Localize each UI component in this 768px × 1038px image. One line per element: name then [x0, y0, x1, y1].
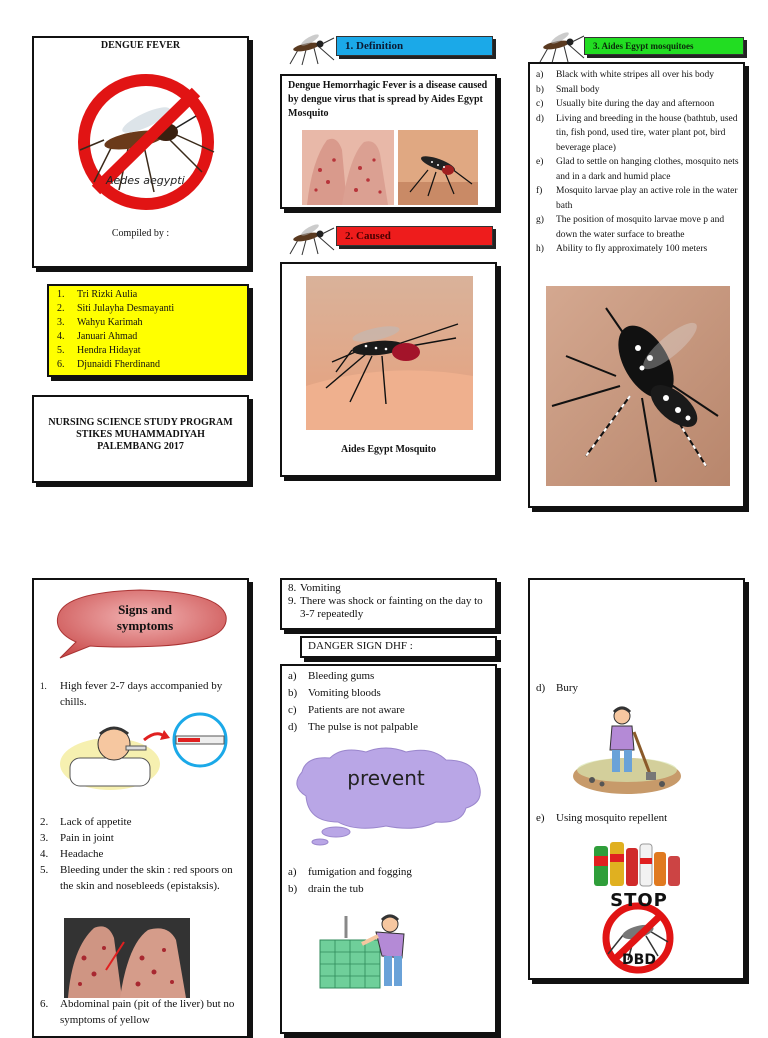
prevent-item: b) drain the tub: [288, 883, 364, 895]
mosquito-icon: [288, 30, 336, 66]
trait-item: g) The position of mosquito larvae move p and down the water surface to breathe: [536, 215, 725, 240]
definition-text: Dengue Hemorrhagic Fever is a disease caused by dengue virus that is spread by Aides Egypt Mosquito: [288, 80, 488, 119]
caused-panel: [280, 262, 497, 477]
institution-line: NURSING SCIENCE STUDY PROGRAM: [48, 417, 233, 428]
mosquito-biting-image: [398, 130, 478, 205]
author-item: 6. Djunaidi Fherdinand: [57, 359, 161, 370]
mosquito-icon: [288, 220, 336, 256]
trait-item: c) Usually bite during the day and afternoon: [536, 99, 715, 109]
symptom-item: 8. Vomiting: [288, 582, 341, 594]
danger-heading: DANGER SIGN DHF :: [308, 640, 413, 652]
institution-panel: [32, 395, 249, 483]
rash-hands-image: [64, 918, 190, 998]
symptom-item: 3. Pain in joint: [40, 832, 114, 844]
author-item: 1. Tri Rizki Aulia: [57, 289, 138, 300]
authors-panel: [47, 284, 249, 377]
signs-title: Signs and: [118, 602, 172, 617]
drain-tub-image: [316, 910, 416, 990]
prevent-cloud: [286, 746, 486, 846]
signs-title: symptoms: [116, 618, 174, 633]
trait-item: a) Black with white stripes all over his body: [536, 70, 715, 80]
mosquito-icon: [538, 28, 586, 64]
author-item: 2. Siti Julayha Desmayanti: [57, 303, 175, 314]
cover-panel: [32, 36, 249, 268]
danger-heading-box: [300, 636, 497, 658]
signs-panel: [32, 578, 249, 1038]
symptoms-cont-panel: [280, 578, 497, 630]
mosquitoes-heading: 3. Aides Egypt mosquitoes: [584, 37, 744, 55]
symptom-item: 6. Abdominal pain (pit of the liver) but no symptoms of yellow: [40, 998, 235, 1026]
prevent-cont-panel: [528, 578, 745, 980]
bury-image: [572, 704, 682, 796]
institution-line: STIKES MUHAMMADIYAH: [76, 429, 205, 440]
prevent-item: d) Bury: [536, 682, 578, 694]
danger-prevent-panel: [280, 664, 497, 1034]
logo-caption: Aedes aegypti: [106, 174, 185, 187]
symptom-item: 1. High fever 2-7 days accompanied by chills.: [40, 680, 223, 708]
caused-heading: 2. Caused: [336, 226, 493, 246]
stop-text: STOP: [610, 890, 668, 911]
danger-item: d) The pulse is not palpable: [288, 721, 418, 733]
author-item: 5. Hendra Hidayat: [57, 345, 141, 356]
mosquitoes-panel: [528, 62, 745, 508]
caused-caption: Aides Egypt Mosquito: [340, 444, 436, 455]
institution-line: PALEMBANG 2017: [97, 441, 184, 452]
repellent-products-image: [592, 838, 682, 888]
author-item: 3. Wahyu Karimah: [57, 317, 143, 328]
compiled-by-label: Compiled by :: [111, 228, 170, 239]
trait-item: f) Mosquito larvae play an active role in the water bath: [536, 186, 738, 211]
prevent-item: e) Using mosquito repellent: [536, 812, 668, 824]
prevent-title: prevent: [347, 766, 425, 790]
danger-item: a) Bleeding gums: [288, 670, 375, 682]
prevent-item: a) fumigation and fogging: [288, 866, 412, 878]
symptom-item: 5. Bleeding under the skin : red spoors on the skin and nosebleeds (epistaksis).: [40, 864, 233, 892]
stop-dbd-sign: [594, 890, 684, 974]
trait-item: b) Small body: [536, 84, 600, 95]
trait-item: h) Ability to fly approximately 100 meters: [536, 244, 708, 254]
symptom-item: 9. There was shock or fainting on the day to 3-7 repeatedly: [288, 595, 483, 620]
aedes-closeup-image: [546, 286, 730, 486]
symptom-item: 2. Lack of appetite: [40, 816, 132, 828]
symptom-item: 4. Headache: [40, 848, 104, 860]
author-item: 4. Januari Ahmad: [57, 331, 138, 342]
trait-item: d) Living and breeding in the house (bathtub, used tin, fish pond, used tire, water plant pot, bird beverage place): [536, 113, 738, 153]
aedes-mosquito-image: [306, 276, 473, 430]
danger-item: b) Vomiting bloods: [288, 687, 381, 699]
dbd-text: DBD: [622, 952, 656, 968]
trait-item: e) Glad to settle on hanging clothes, mosquito nets and in a dark and humid place: [536, 157, 739, 182]
definition-heading: 1. Definition: [336, 36, 493, 56]
signs-speech-bubble: [40, 586, 240, 670]
cover-title: DENGUE FEVER: [100, 40, 181, 51]
fever-child-image: [60, 712, 230, 792]
no-mosquito-logo: [74, 62, 224, 222]
definition-panel: [280, 74, 497, 209]
danger-item: c) Patients are not aware: [288, 704, 405, 716]
rash-hands-image: [302, 130, 394, 205]
